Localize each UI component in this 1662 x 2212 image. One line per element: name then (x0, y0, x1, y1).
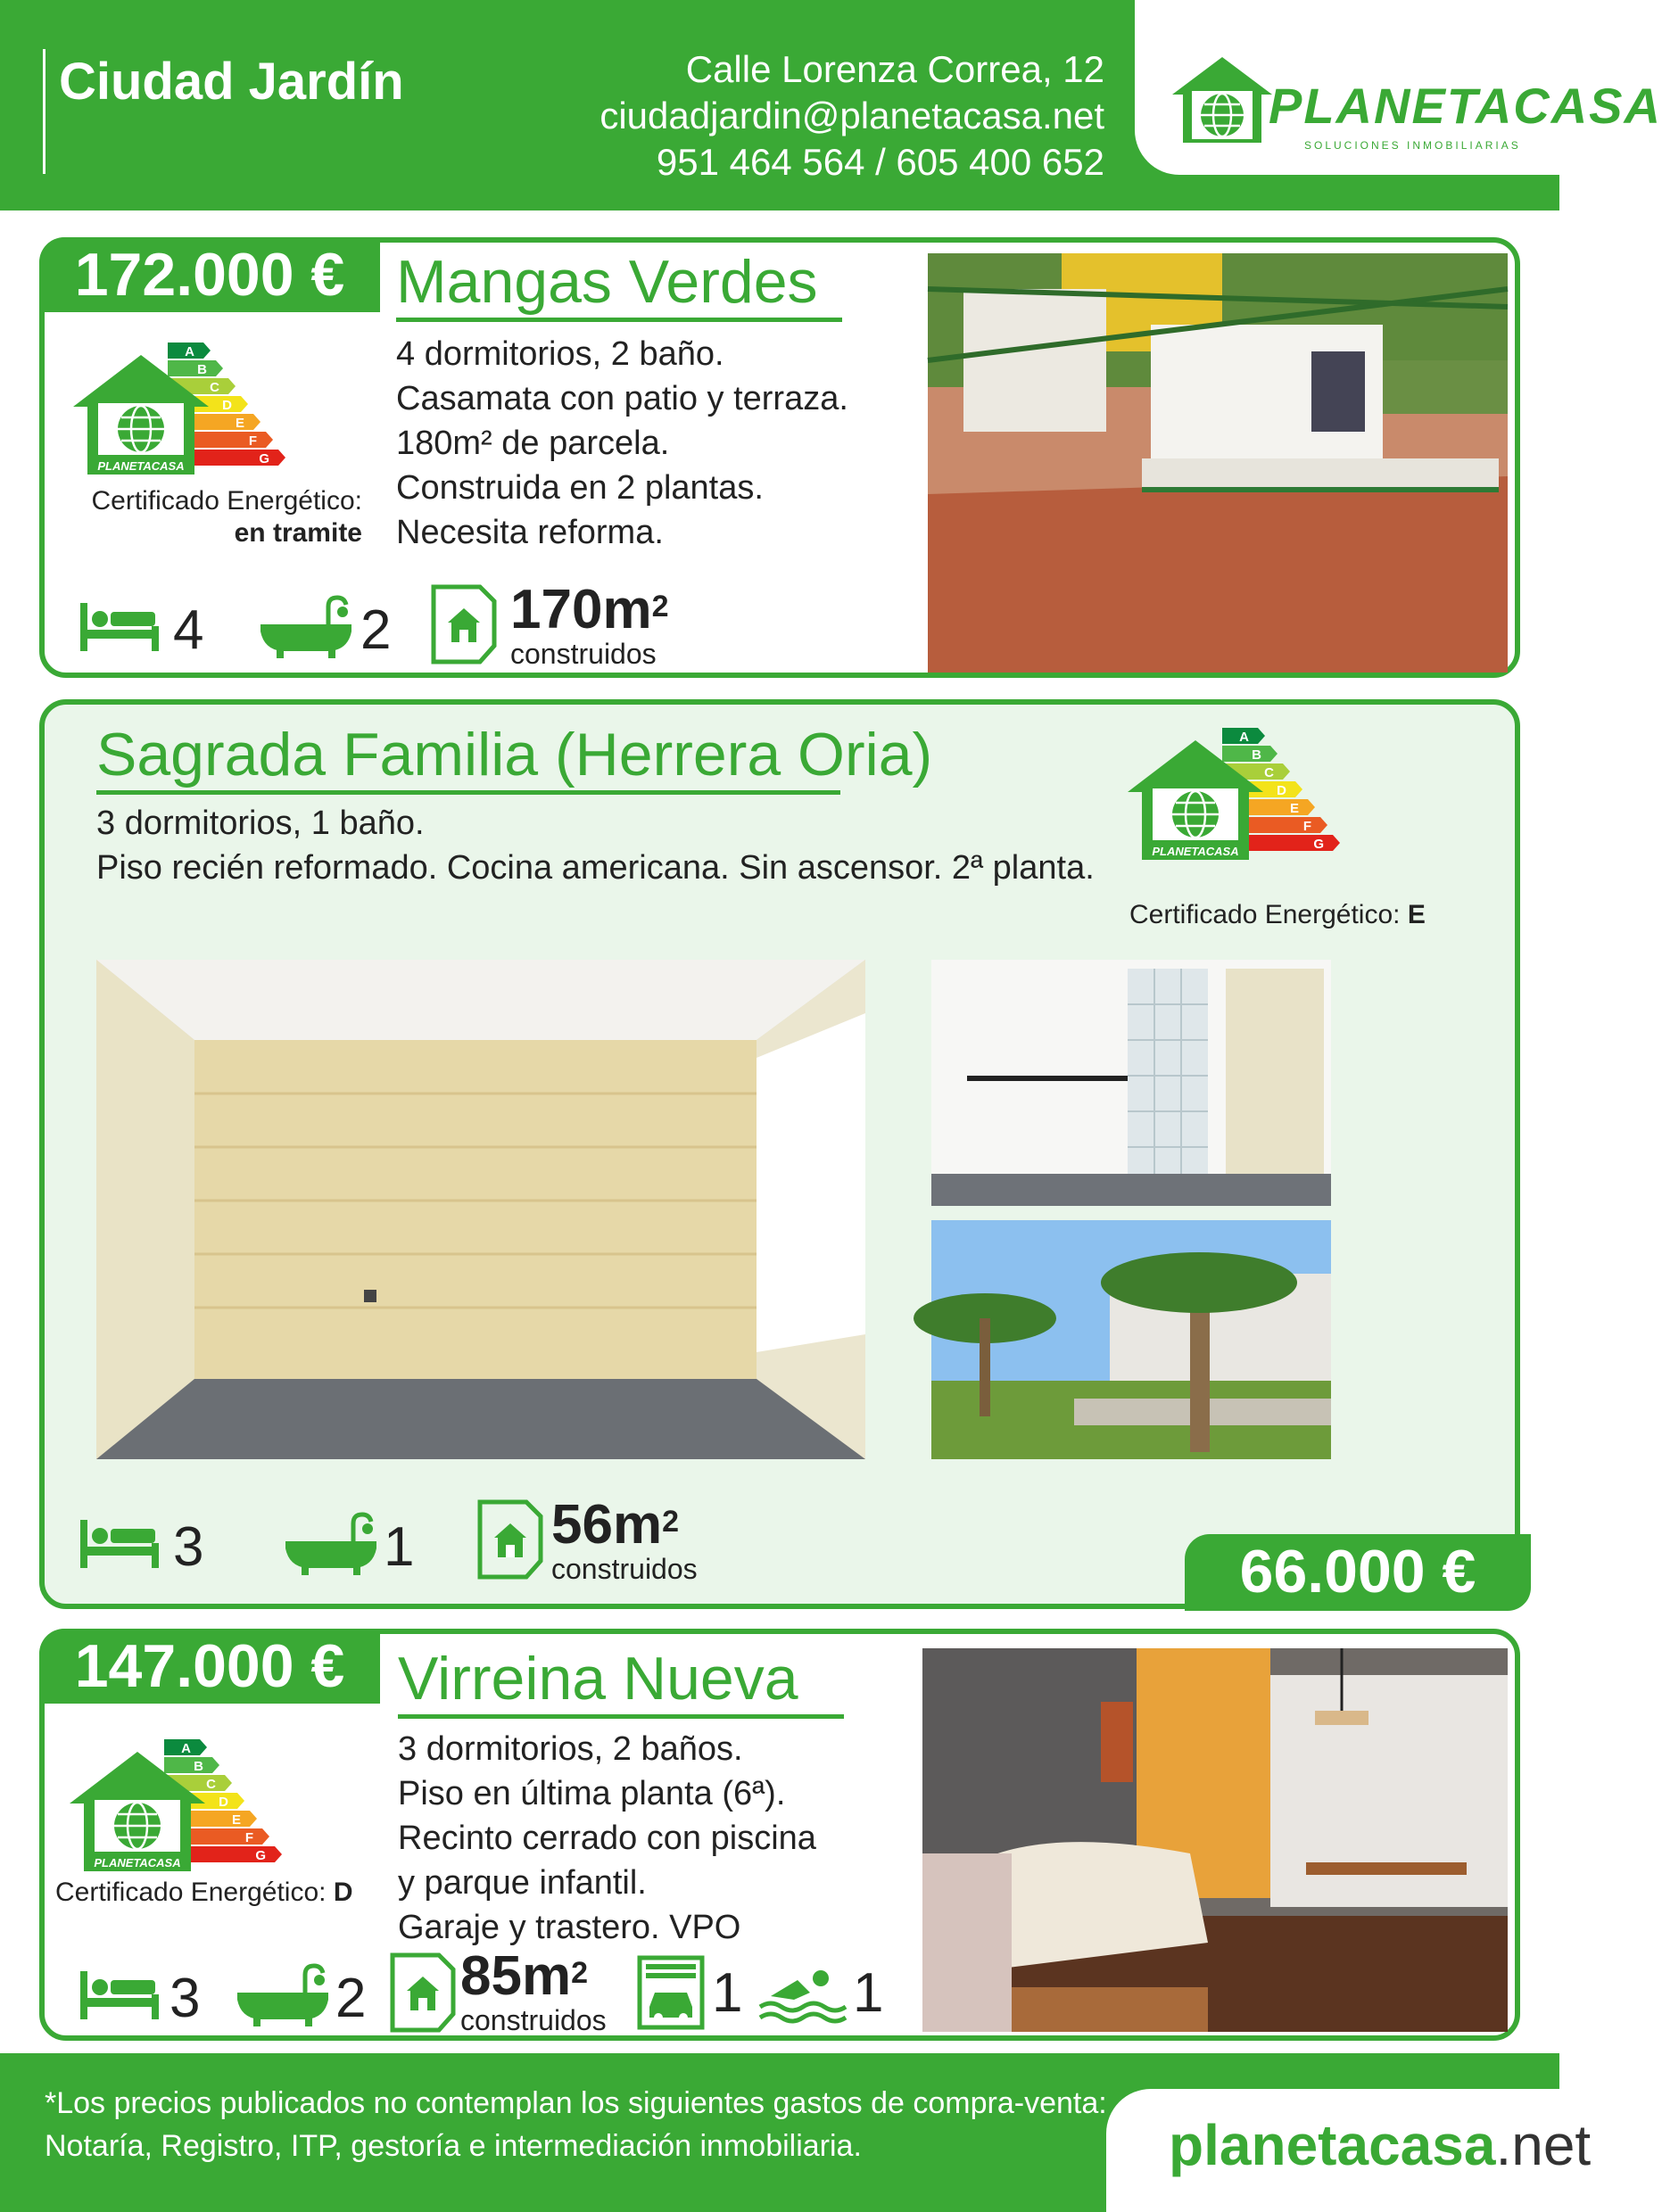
listing-card-2[interactable] (39, 699, 1520, 1609)
floor-plan-icon (389, 1952, 457, 2034)
svg-text:F: F (1302, 819, 1311, 834)
bathtub-icon (282, 1511, 380, 1577)
listing-price: 172.000 € (39, 237, 380, 312)
area-label: construidos (510, 638, 657, 670)
listing-description: 4 dormitorios, 2 baño. Casamata con patio y terraza. 180m² de parcela. Construida en 2 plantas. Necesita reforma. (396, 335, 848, 551)
listing-photo-living-room[interactable] (96, 960, 865, 1459)
bedroom-count: 3 (170, 1968, 201, 2029)
energy-band-a (168, 343, 211, 359)
svg-text:D: D (222, 398, 232, 413)
page-header (0, 0, 1662, 210)
area-value: 85m (460, 1945, 572, 2007)
listing-photo-salon[interactable] (922, 1648, 1508, 2032)
listing-photo-terrace[interactable] (928, 253, 1508, 673)
listing-title[interactable]: Mangas Verdes (396, 246, 842, 322)
energy-label-icon (66, 1734, 298, 1877)
energy-brand-label: PLANETACASA (94, 1856, 181, 1869)
svg-text:G: G (1313, 837, 1324, 852)
energy-certificate: Certificado Energético: en tramite (91, 486, 362, 548)
energy-certificate-value: en tramite (234, 518, 362, 548)
area-label: construidos (551, 1553, 698, 1585)
price-disclaimer: *Los precios publicados no contemplan los siguientes gastos de compra-venta: Notaría, Registro, ITP, gestoría e intermediación inmobiliaria. (45, 2086, 1107, 2163)
area-block: $56m^2$ construidos (551, 1494, 698, 1585)
svg-text:G: G (255, 1848, 266, 1863)
svg-text:A: A (185, 344, 194, 359)
svg-text:E: E (1289, 801, 1299, 816)
salon-photo (922, 1648, 1508, 2032)
bathroom-count: 2 (335, 1968, 367, 2029)
listing-price: 66.000 € (1185, 1534, 1531, 1611)
area-block: $170m^2$ construidos (510, 579, 669, 670)
energy-brand-label: PLANETACASA (1152, 845, 1239, 858)
listing-title[interactable]: Sagrada Familia (Herrera Oria) (96, 719, 840, 795)
svg-text:A: A (1239, 730, 1249, 745)
bathroom-count: 2 (360, 599, 392, 661)
energy-label-icon (70, 337, 302, 480)
bedroom-count: 3 (173, 1516, 204, 1578)
floor-plan-icon (476, 1498, 544, 1581)
energy-brand-label: PLANETACASA (97, 459, 185, 473)
pool-count: 1 (853, 1962, 884, 2024)
listing-description: 3 dormitorios, 2 baños. Piso en última planta (6ª). Recinto cerrado con piscina y parque infantil. Garaje y trastero. VPO (398, 1730, 816, 1946)
svg-text:B: B (197, 362, 207, 377)
bathtub-icon (234, 1962, 332, 2028)
listing-description: 3 dormitorios, 1 baño. Piso recién reformado. Cocina americana. Sin ascensor. 2ª planta. (96, 805, 1095, 887)
svg-text:C: C (206, 1777, 216, 1792)
energy-band-b (168, 360, 223, 377)
svg-text:F: F (244, 1830, 253, 1845)
svg-text:B: B (194, 1759, 203, 1774)
svg-text:E: E (235, 416, 244, 431)
listing-card-3[interactable] (39, 1629, 1520, 2041)
energy-band-b (164, 1757, 219, 1774)
bed-icon (77, 1968, 162, 2023)
garage-count: 1 (712, 1962, 743, 2024)
listing-photo-exterior[interactable] (931, 1220, 1331, 1459)
listing-title[interactable]: Virreina Nueva (398, 1643, 844, 1719)
bathtub-icon (257, 594, 355, 660)
energy-band-a (1222, 728, 1265, 745)
svg-text:D: D (219, 1795, 228, 1810)
area-label: construidos (460, 2004, 607, 2036)
terrace-photo (928, 253, 1508, 673)
svg-text:A: A (181, 1741, 191, 1756)
exterior-photo (931, 1220, 1331, 1459)
garage-car-icon (637, 1955, 705, 2030)
office-contact (599, 46, 1104, 186)
living-room-photo (96, 960, 865, 1459)
svg-text:C: C (210, 380, 219, 395)
area-value: 56m (551, 1494, 663, 1556)
area-value: 170m (510, 579, 652, 640)
logo-tagline: SOLUCIONES INMOBILIARIAS (1304, 139, 1521, 152)
logo-wordmark: PLANETACASA (1269, 78, 1662, 134)
bed-icon (77, 599, 162, 655)
energy-certificate: Certificado Energético: E (1129, 900, 1426, 929)
house-globe-icon (1169, 54, 1276, 146)
office-email[interactable]: ciudadjardin@planetacasa.net (599, 95, 1104, 136)
energy-label-icon (1124, 722, 1356, 865)
page-footer (0, 2053, 1592, 2212)
kitchen-photo (931, 960, 1331, 1206)
office-name: Ciudad Jardín (59, 53, 404, 111)
listing-card-1[interactable] (39, 237, 1520, 678)
bathroom-count: 1 (384, 1516, 415, 1578)
floor-plan-icon (430, 583, 498, 665)
energy-certificate-value: E (1407, 900, 1426, 929)
svg-text:D: D (1277, 783, 1286, 798)
svg-text:F: F (248, 433, 257, 449)
energy-certificate: Certificado Energético: D (55, 1878, 353, 1907)
bed-icon (77, 1516, 162, 1572)
brand-logo (1135, 0, 1662, 175)
header-divider (43, 49, 45, 174)
swimming-pool-icon (758, 1968, 846, 2021)
svg-text:E: E (231, 1812, 241, 1828)
bedroom-count: 4 (173, 599, 204, 661)
website-box (1106, 2089, 1592, 2212)
energy-certificate-value: D (333, 1878, 353, 1907)
energy-band-b (1222, 746, 1278, 763)
office-phones[interactable]: 951 464 564 / 605 400 652 (656, 141, 1104, 183)
area-block: $85m^2$ construidos (460, 1945, 607, 2036)
listing-photo-kitchen[interactable] (931, 960, 1331, 1206)
energy-band-a (164, 1739, 207, 1756)
svg-text:B: B (1252, 747, 1261, 763)
svg-text:C: C (1264, 765, 1274, 780)
svg-text:G: G (259, 451, 269, 466)
listing-price: 147.000 € (39, 1629, 380, 1704)
website-link[interactable]: planetacasa.net (1169, 2113, 1592, 2177)
office-address: Calle Lorenza Correa, 12 (685, 48, 1104, 90)
